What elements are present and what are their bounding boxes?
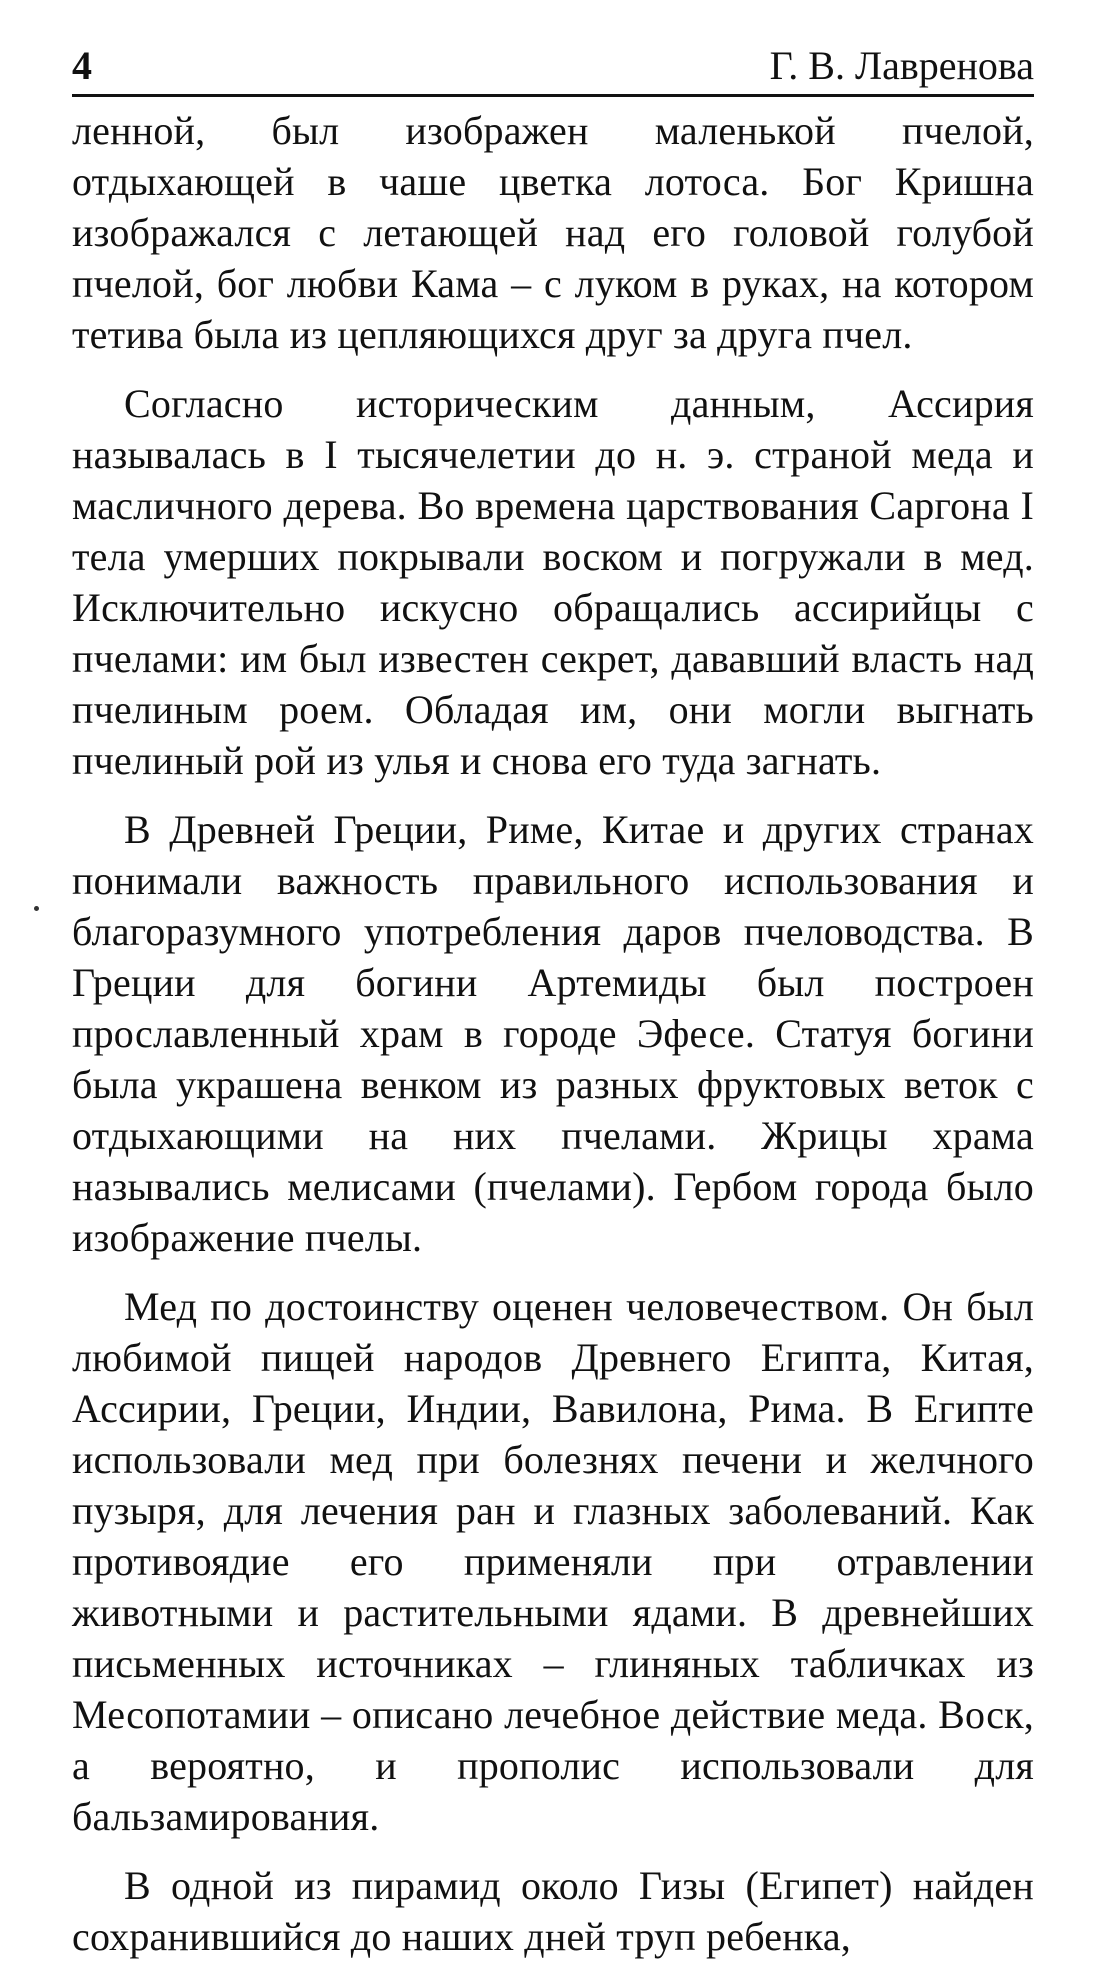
paragraph-5: В одной из пирамид около Гизы (Египет) найден сохранившийся до наших дней труп ребенка, bbox=[72, 1863, 1034, 1959]
running-head bbox=[72, 30, 1034, 97]
body-text bbox=[72, 105, 1034, 1962]
page-number: 4 bbox=[72, 43, 92, 88]
paragraph-3: В Древней Греции, Риме, Китае и других странах понимали важность правильного использования и благоразумного употребления даров пчеловодства. В Греции для богини Артемиды был построен прославленный храм в городе Эфесе. Статуя богини была украшена венком из разных фруктовых веток с отдыхающими на них пчелами. Жрицы храма назывались мелисами (пчелами). Гербом города было изображение пчелы. bbox=[72, 807, 1034, 1260]
paragraph-4: Мед по достоинству оценен человечеством. Он был любимой пищей народов Древнего Египта, Китая, Ассирии, Греции, Индии, Вавилона, Рима. В Египте использовали мед при болезнях печени и желчного пузыря, для лечения ран и глазных заболеваний. Как противоядие его применяли при отравлении животными и растительными ядами. В древнейших письменных источниках – глиняных табличках из Месопотамии – описано лечебное действие меда. Воск, а вероятно, и прополис использовали для бальзамирования. bbox=[72, 1284, 1034, 1839]
paragraph-1: ленной, был изображен маленькой пчелой, отдыхающей в чаше цветка лотоса. Бог Кришна изображался с летающей над его головой голубой пчелой, бог любви Кама – с луком в руках, на котором тетива была из цепляющихся друг за друга пчел. bbox=[72, 108, 1034, 357]
book-page bbox=[72, 30, 1034, 1959]
print-speck bbox=[34, 906, 39, 911]
running-head-author: Г. В. Лавренова bbox=[769, 43, 1034, 88]
paragraph-2: Согласно историческим данным, Ассирия называлась в I тысячелетии до н. э. страной меда и масличного дерева. Во времена царствования Саргона I тела умерших покрывали воском и погружали в мед. Исключительно искусно обращались ассирийцы с пчелами: им был известен секрет, дававший власть над пчелиным роем. Обладая им, они могли выгнать пчелиный рой из улья и снова его туда загнать. bbox=[72, 381, 1034, 783]
